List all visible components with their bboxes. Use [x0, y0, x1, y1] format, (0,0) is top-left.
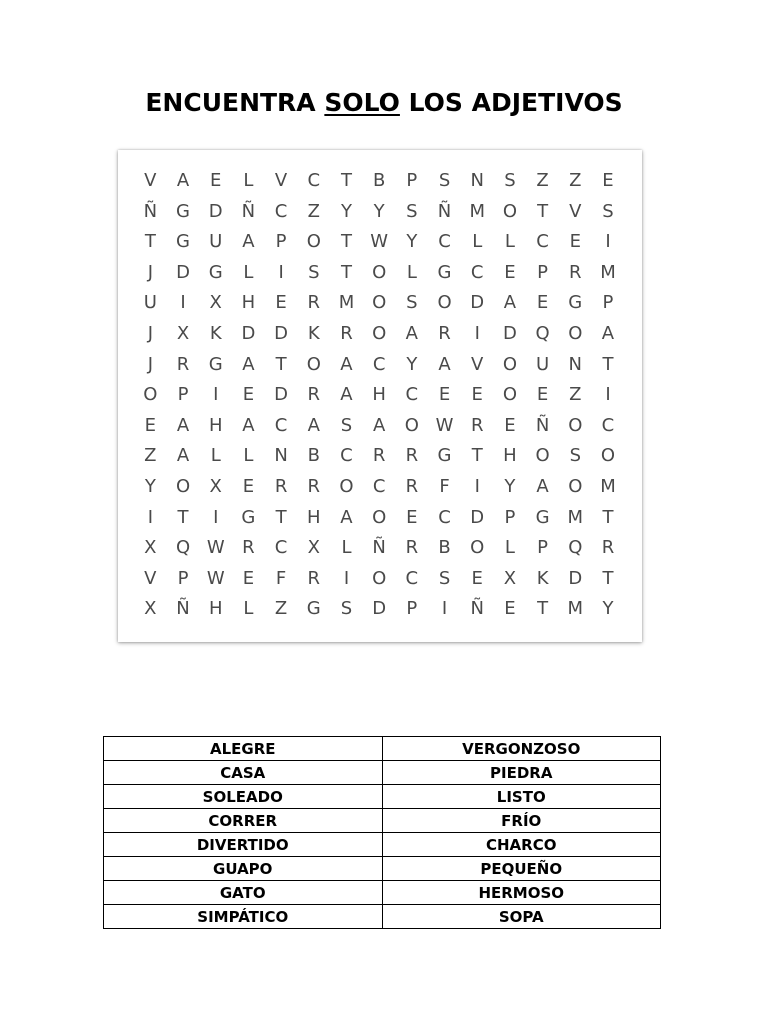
title-after: LOS ADJETIVOS: [399, 88, 623, 117]
grid-letter: O: [372, 261, 387, 283]
grid-letter: G: [208, 353, 223, 375]
grid-letter: D: [274, 322, 289, 344]
grid-letter: C: [307, 170, 321, 191]
grid-letter: Y: [144, 475, 156, 497]
grid-letter: I: [343, 567, 350, 589]
grid-letter: I: [180, 292, 186, 314]
grid-letter: E: [242, 567, 255, 589]
grid-letter: X: [144, 537, 157, 559]
grid-letter: Z: [536, 170, 549, 191]
grid-letter: W: [206, 567, 225, 589]
grid-letter: C: [372, 353, 386, 375]
grid-letter: E: [504, 414, 516, 436]
grid-letter: I: [605, 384, 611, 406]
grid-letter: Z: [274, 598, 288, 620]
grid-letter: I: [605, 231, 611, 253]
grid-letter: O: [568, 475, 583, 497]
grid-letter: T: [537, 598, 549, 620]
grid-letter: J: [147, 261, 153, 283]
grid-letter: B: [438, 537, 451, 559]
grid-letter: O: [502, 353, 517, 375]
grid-letter: N: [568, 353, 583, 375]
grid-letter: T: [602, 506, 614, 528]
grid-letter: S: [406, 292, 418, 314]
grid-letter: W: [206, 537, 225, 559]
grid-letter: W: [370, 231, 389, 253]
grid-letter: O: [143, 384, 158, 406]
title-before: ENCUENTRA: [145, 88, 325, 117]
grid-letter: S: [569, 445, 581, 467]
grid-letter: R: [340, 322, 353, 344]
grid-letter: S: [602, 200, 614, 222]
grid-letter: O: [437, 292, 452, 314]
grid-letter: U: [143, 292, 157, 314]
grid-letter: Ñ: [372, 537, 386, 559]
grid-letter: J: [147, 322, 153, 344]
grid-letter: E: [144, 414, 157, 436]
word-cell: HERMOSO: [382, 881, 661, 905]
grid-letter: I: [474, 475, 480, 497]
word-cell: VERGONZOSO: [382, 737, 661, 761]
grid-letter: C: [274, 200, 288, 222]
grid-letter: Ñ: [470, 598, 484, 620]
grid-letter: D: [372, 598, 387, 620]
grid-letter: E: [210, 170, 222, 191]
grid-letter: A: [340, 506, 353, 528]
grid-letter: D: [568, 567, 583, 589]
grid-letter: A: [503, 292, 517, 314]
grid-letter: S: [504, 170, 516, 191]
grid-letter: K: [307, 322, 320, 344]
grid-letter: L: [210, 445, 221, 467]
grid-letter: E: [504, 598, 516, 620]
word-cell: CORRER: [104, 809, 383, 833]
grid-letter: L: [243, 445, 254, 467]
word-cell: FRÍO: [382, 809, 661, 833]
grid-letter: H: [208, 414, 223, 436]
grid-letter: Y: [504, 475, 516, 497]
grid-letter: R: [307, 292, 321, 314]
grid-letter: A: [340, 384, 353, 406]
grid-letter: V: [144, 170, 157, 191]
grid-letter: E: [504, 261, 516, 283]
grid-letter: Y: [602, 598, 614, 620]
word-cell: GUAPO: [104, 857, 383, 881]
grid-letter: C: [601, 414, 615, 436]
grid-letter: H: [503, 445, 517, 467]
grid-letter: T: [340, 261, 352, 283]
grid-letter: L: [504, 537, 515, 559]
grid-letter: Y: [406, 353, 418, 375]
word-cell: SOLEADO: [104, 785, 383, 809]
grid-letter: O: [306, 353, 321, 375]
grid-letter: I: [213, 506, 219, 528]
grid-letter: Z: [569, 384, 582, 406]
grid-letter: T: [340, 231, 352, 253]
grid-letter: I: [441, 598, 448, 620]
grid-letter: E: [536, 292, 549, 314]
grid-letter: Y: [340, 200, 352, 222]
grid-letter: C: [274, 537, 288, 559]
grid-letter: P: [602, 292, 614, 314]
grid-letter: I: [474, 322, 480, 344]
grid-letter: R: [405, 537, 419, 559]
grid-letter: G: [535, 506, 550, 528]
grid-letter: A: [536, 475, 549, 497]
word-cell: CASA: [104, 761, 383, 785]
grid-letter: X: [144, 598, 157, 620]
grid-letter: E: [536, 384, 549, 406]
grid-letter: S: [340, 414, 353, 436]
grid-letter: M: [338, 292, 355, 314]
grid-letter: L: [341, 537, 352, 559]
grid-letter: L: [472, 231, 483, 253]
grid-letter: A: [242, 353, 255, 375]
grid-letter: T: [340, 170, 352, 191]
grid-letter: O: [339, 475, 354, 497]
grid-letter: Y: [373, 200, 385, 222]
grid-letter: T: [537, 200, 549, 222]
grid-letter: Z: [569, 170, 582, 191]
grid-letter: F: [439, 475, 450, 497]
grid-letter: Q: [535, 322, 550, 344]
grid-letter: M: [469, 200, 485, 222]
grid-letter: T: [602, 353, 614, 375]
grid-letter: O: [470, 537, 485, 559]
word-cell: GATO: [104, 881, 383, 905]
grid-letter: E: [275, 292, 287, 314]
grid-letter: A: [340, 353, 353, 375]
grid-letter: C: [405, 567, 419, 589]
grid-letter: O: [372, 322, 387, 344]
grid-letter: Z: [144, 445, 157, 467]
grid-letter: H: [208, 598, 223, 620]
grid-letter: X: [209, 292, 222, 314]
grid-letter: Q: [175, 537, 191, 559]
grid-letter: C: [536, 231, 549, 253]
grid-letter: T: [275, 353, 287, 375]
grid-letter: E: [602, 170, 614, 191]
word-cell: DIVERTIDO: [104, 833, 383, 857]
grid-letter: K: [209, 322, 222, 344]
word-cell: LISTO: [382, 785, 661, 809]
grid-letter: A: [601, 322, 615, 344]
grid-letter: O: [568, 414, 583, 436]
grid-letter: R: [176, 353, 190, 375]
title-underlined-word: SOLO: [324, 88, 400, 117]
grid-letter: P: [406, 598, 418, 620]
table-row: [104, 785, 661, 809]
grid-letter: R: [242, 537, 255, 559]
grid-letter: T: [177, 506, 189, 528]
grid-letter: W: [435, 414, 454, 436]
grid-letter: B: [307, 445, 320, 467]
grid-letter: P: [537, 261, 549, 283]
grid-letter: S: [438, 567, 451, 589]
grid-letter: T: [602, 567, 614, 589]
grid-letter: U: [209, 231, 223, 253]
grid-letter: B: [372, 170, 386, 191]
table-row: [104, 761, 661, 785]
grid-letter: C: [340, 445, 353, 467]
grid-letter: V: [471, 353, 484, 375]
grid-letter: A: [176, 445, 190, 467]
grid-letter: J: [147, 353, 153, 375]
table-row: [104, 905, 661, 929]
grid-letter: X: [176, 322, 190, 344]
grid-letter: O: [502, 200, 517, 222]
grid-letter: R: [601, 537, 615, 559]
grid-letter: H: [372, 384, 386, 406]
grid-letter: X: [209, 475, 222, 497]
grid-letter: C: [438, 231, 451, 253]
grid-letter: Ñ: [241, 200, 256, 222]
grid-letter: R: [274, 475, 288, 497]
grid-letter: G: [241, 506, 256, 528]
letter-grid: [134, 166, 624, 625]
grid-letter: O: [404, 414, 419, 436]
grid-letter: S: [308, 261, 320, 283]
grid-letter: A: [176, 414, 190, 436]
grid-letter: A: [438, 353, 451, 375]
grid-letter: H: [307, 506, 321, 528]
table-row: [104, 833, 661, 857]
grid-letter: D: [241, 322, 256, 344]
grid-letter: O: [372, 292, 387, 314]
word-cell: PIEDRA: [382, 761, 661, 785]
grid-letter: M: [600, 475, 616, 497]
grid-letter: R: [372, 445, 386, 467]
word-cell: PEQUEÑO: [382, 857, 661, 881]
grid-letter: R: [405, 445, 419, 467]
grid-letter: D: [502, 322, 517, 344]
grid-letter: G: [176, 231, 190, 253]
grid-letter: A: [242, 414, 255, 436]
page-title: [0, 88, 768, 117]
grid-letter: Y: [406, 231, 418, 253]
grid-letter: S: [406, 200, 418, 222]
grid-letter: T: [144, 231, 156, 253]
grid-letter: N: [274, 445, 288, 467]
grid-letter: G: [208, 261, 223, 283]
grid-letter: A: [372, 414, 386, 436]
grid-letter: Z: [307, 200, 320, 222]
grid-letter: R: [307, 567, 321, 589]
word-cell: CHARCO: [382, 833, 661, 857]
grid-letter: O: [502, 384, 517, 406]
grid-letter: L: [504, 231, 515, 253]
grid-letter: Ñ: [437, 200, 452, 222]
grid-letter: L: [243, 598, 254, 620]
grid-letter: R: [405, 475, 419, 497]
grid-letter: P: [275, 231, 287, 253]
grid-letter: M: [567, 598, 584, 620]
grid-letter: D: [176, 261, 190, 283]
grid-letter: D: [208, 200, 223, 222]
grid-letter: E: [471, 567, 483, 589]
grid-letter: O: [306, 231, 321, 253]
table-row: [104, 857, 661, 881]
grid-letter: V: [274, 170, 288, 191]
grid-letter: I: [147, 506, 153, 528]
grid-letter: D: [274, 384, 289, 406]
grid-letter: O: [535, 445, 550, 467]
grid-letter: O: [600, 445, 616, 467]
grid-letter: E: [242, 475, 255, 497]
grid-letter: E: [438, 384, 451, 406]
grid-letter: P: [504, 506, 516, 528]
grid-letter: A: [405, 322, 418, 344]
grid-letter: D: [470, 292, 485, 314]
grid-letter: N: [470, 170, 484, 191]
grid-letter: R: [569, 261, 582, 283]
grid-letter: S: [438, 170, 451, 191]
grid-letter: I: [213, 384, 219, 406]
grid-letter: A: [242, 231, 255, 253]
grid-letter: U: [536, 353, 550, 375]
grid-letter: C: [438, 506, 451, 528]
table-row: [104, 809, 661, 833]
grid-letter: C: [274, 414, 288, 436]
grid-letter: T: [471, 445, 483, 467]
grid-letter: V: [569, 200, 582, 222]
grid-letter: D: [470, 506, 485, 528]
grid-letter: E: [242, 384, 255, 406]
grid-letter: X: [503, 567, 517, 589]
grid-letter: R: [307, 475, 321, 497]
grid-letter: Ñ: [535, 414, 550, 436]
grid-letter: X: [307, 537, 320, 559]
grid-letter: O: [372, 506, 387, 528]
table-row: [104, 737, 661, 761]
grid-letter: A: [176, 170, 190, 191]
grid-letter: O: [372, 567, 387, 589]
grid-letter: G: [437, 445, 452, 467]
word-cell: SIMPÁTICO: [104, 905, 383, 929]
grid-letter: O: [568, 322, 583, 344]
grid-letter: R: [307, 384, 321, 406]
grid-letter: Ñ: [143, 200, 158, 222]
grid-letter: E: [569, 231, 581, 253]
grid-letter: G: [306, 598, 321, 620]
grid-letter: L: [243, 261, 254, 283]
grid-letter: E: [406, 506, 418, 528]
grid-letter: P: [537, 537, 549, 559]
grid-letter: L: [243, 170, 254, 191]
grid-letter: S: [340, 598, 353, 620]
grid-letter: M: [567, 506, 584, 528]
grid-letter: O: [175, 475, 191, 497]
grid-letter: G: [568, 292, 583, 314]
grid-letter: Q: [568, 537, 583, 559]
grid-letter: R: [470, 414, 484, 436]
grid-letter: P: [406, 170, 418, 191]
table-row: [104, 881, 661, 905]
word-list-table: [103, 736, 661, 929]
grid-letter: L: [406, 261, 417, 283]
grid-letter: R: [438, 322, 451, 344]
grid-letter: I: [278, 261, 284, 283]
grid-letter: C: [470, 261, 484, 283]
grid-letter: G: [176, 200, 190, 222]
grid-letter: P: [177, 567, 189, 589]
word-search-puzzle: [118, 150, 642, 642]
grid-letter: F: [275, 567, 287, 589]
word-cell: SOPA: [382, 905, 661, 929]
grid-letter: H: [241, 292, 256, 314]
grid-letter: G: [437, 261, 452, 283]
word-cell: ALEGRE: [104, 737, 383, 761]
grid-letter: C: [405, 384, 419, 406]
grid-letter: T: [275, 506, 287, 528]
grid-letter: K: [536, 567, 549, 589]
grid-letter: Ñ: [176, 598, 190, 620]
grid-letter: E: [471, 384, 483, 406]
grid-letter: M: [600, 261, 616, 283]
grid-letter: P: [177, 384, 189, 406]
grid-letter: C: [372, 475, 386, 497]
grid-letter: V: [144, 567, 157, 589]
grid-letter: A: [307, 414, 320, 436]
